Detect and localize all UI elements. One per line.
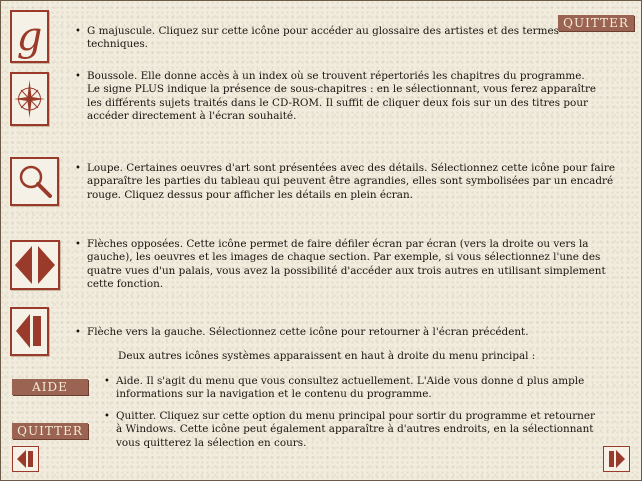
- list-item: [75, 326, 615, 339]
- compass-icon: [10, 72, 49, 126]
- left-arrow-icon: [10, 307, 49, 356]
- list-item: [75, 238, 615, 292]
- item-text: Flèches opposées. Cette icône permet de faire défiler écran par écran (vers la droite ou vers la gauche), les oeuvres et les images de chaque section. Par exemple, si vous sélectionnez l'une des quatre vues d'un palais, vous avez la possibilité d'accéder aux trois autres en utilisant simplement cette fonction.: [87, 238, 606, 291]
- list-item: [104, 375, 624, 402]
- item-text: G majuscule. Cliquez sur cette icône pour accéder au glossaire des artistes et des termes techniques.: [87, 25, 559, 51]
- bullet: •: [75, 26, 81, 37]
- item-text: Aide. Il s'agit du menu que vous consultez actuellement. L'Aide vous donne d plus ample informations sur la navigation et le contenu du programme.: [116, 375, 585, 401]
- system-icons-intro: Deux autres icônes systèmes apparaissent en haut à droite du menu principal :: [118, 350, 536, 362]
- previous-page-button[interactable]: [12, 446, 39, 472]
- bullet: •: [75, 71, 81, 82]
- svg-text:g: g: [16, 14, 43, 60]
- bullet: •: [75, 239, 81, 250]
- left-arrow-icon: [13, 447, 38, 471]
- aide-button: AIDE: [12, 379, 88, 395]
- bullet: •: [104, 411, 110, 422]
- item-text: Flèche vers la gauche. Sélectionnez cette icône pour retourner à l'écran précédent.: [87, 326, 529, 338]
- list-item: [75, 70, 615, 124]
- bullet: •: [104, 376, 110, 387]
- item-text: Quitter. Cliquez sur cette option du menu principal pour sortir du programme et retourner à Windows. Cette icône peut également apparaître à d'autres endroits, en la sélectionnant vous quitterez la sélection en cours.: [116, 410, 595, 449]
- item-text: Loupe. Certaines oeuvres d'art sont présentées avec des détails. Sélectionnez cette icône pour faire apparaître les parties du tableau qui peuvent être agrandies, elles sont symbolisées par un encadré rouge. Cliquez dessus pour afficher les détails en plein écran.: [87, 162, 615, 201]
- list-item: [75, 25, 615, 52]
- list-item: [104, 410, 624, 450]
- opposite-arrows-icon: [10, 240, 60, 290]
- quit-button-top[interactable]: QUITTER: [558, 15, 634, 31]
- right-arrow-icon: [604, 447, 629, 471]
- magnifier-icon: [10, 157, 59, 206]
- next-page-button[interactable]: [603, 446, 630, 472]
- quit-button-example: QUITTER: [12, 423, 88, 439]
- item-text: Boussole. Elle donne accès à un index où se trouvent répertoriés les chapitres du programme. Le signe PLUS indique la présence de sous-chapitres : en le sélectionnant, vous ferez apparaître les différents sujets traités dans le CD-ROM. Il suffit de cliquer deux fois sur un des titres pour accéder directement à l'écran souhaité.: [87, 70, 597, 123]
- bullet: •: [75, 163, 81, 174]
- g-majuscule-icon: [10, 10, 49, 63]
- bullet: •: [75, 327, 81, 338]
- list-item: [75, 162, 615, 202]
